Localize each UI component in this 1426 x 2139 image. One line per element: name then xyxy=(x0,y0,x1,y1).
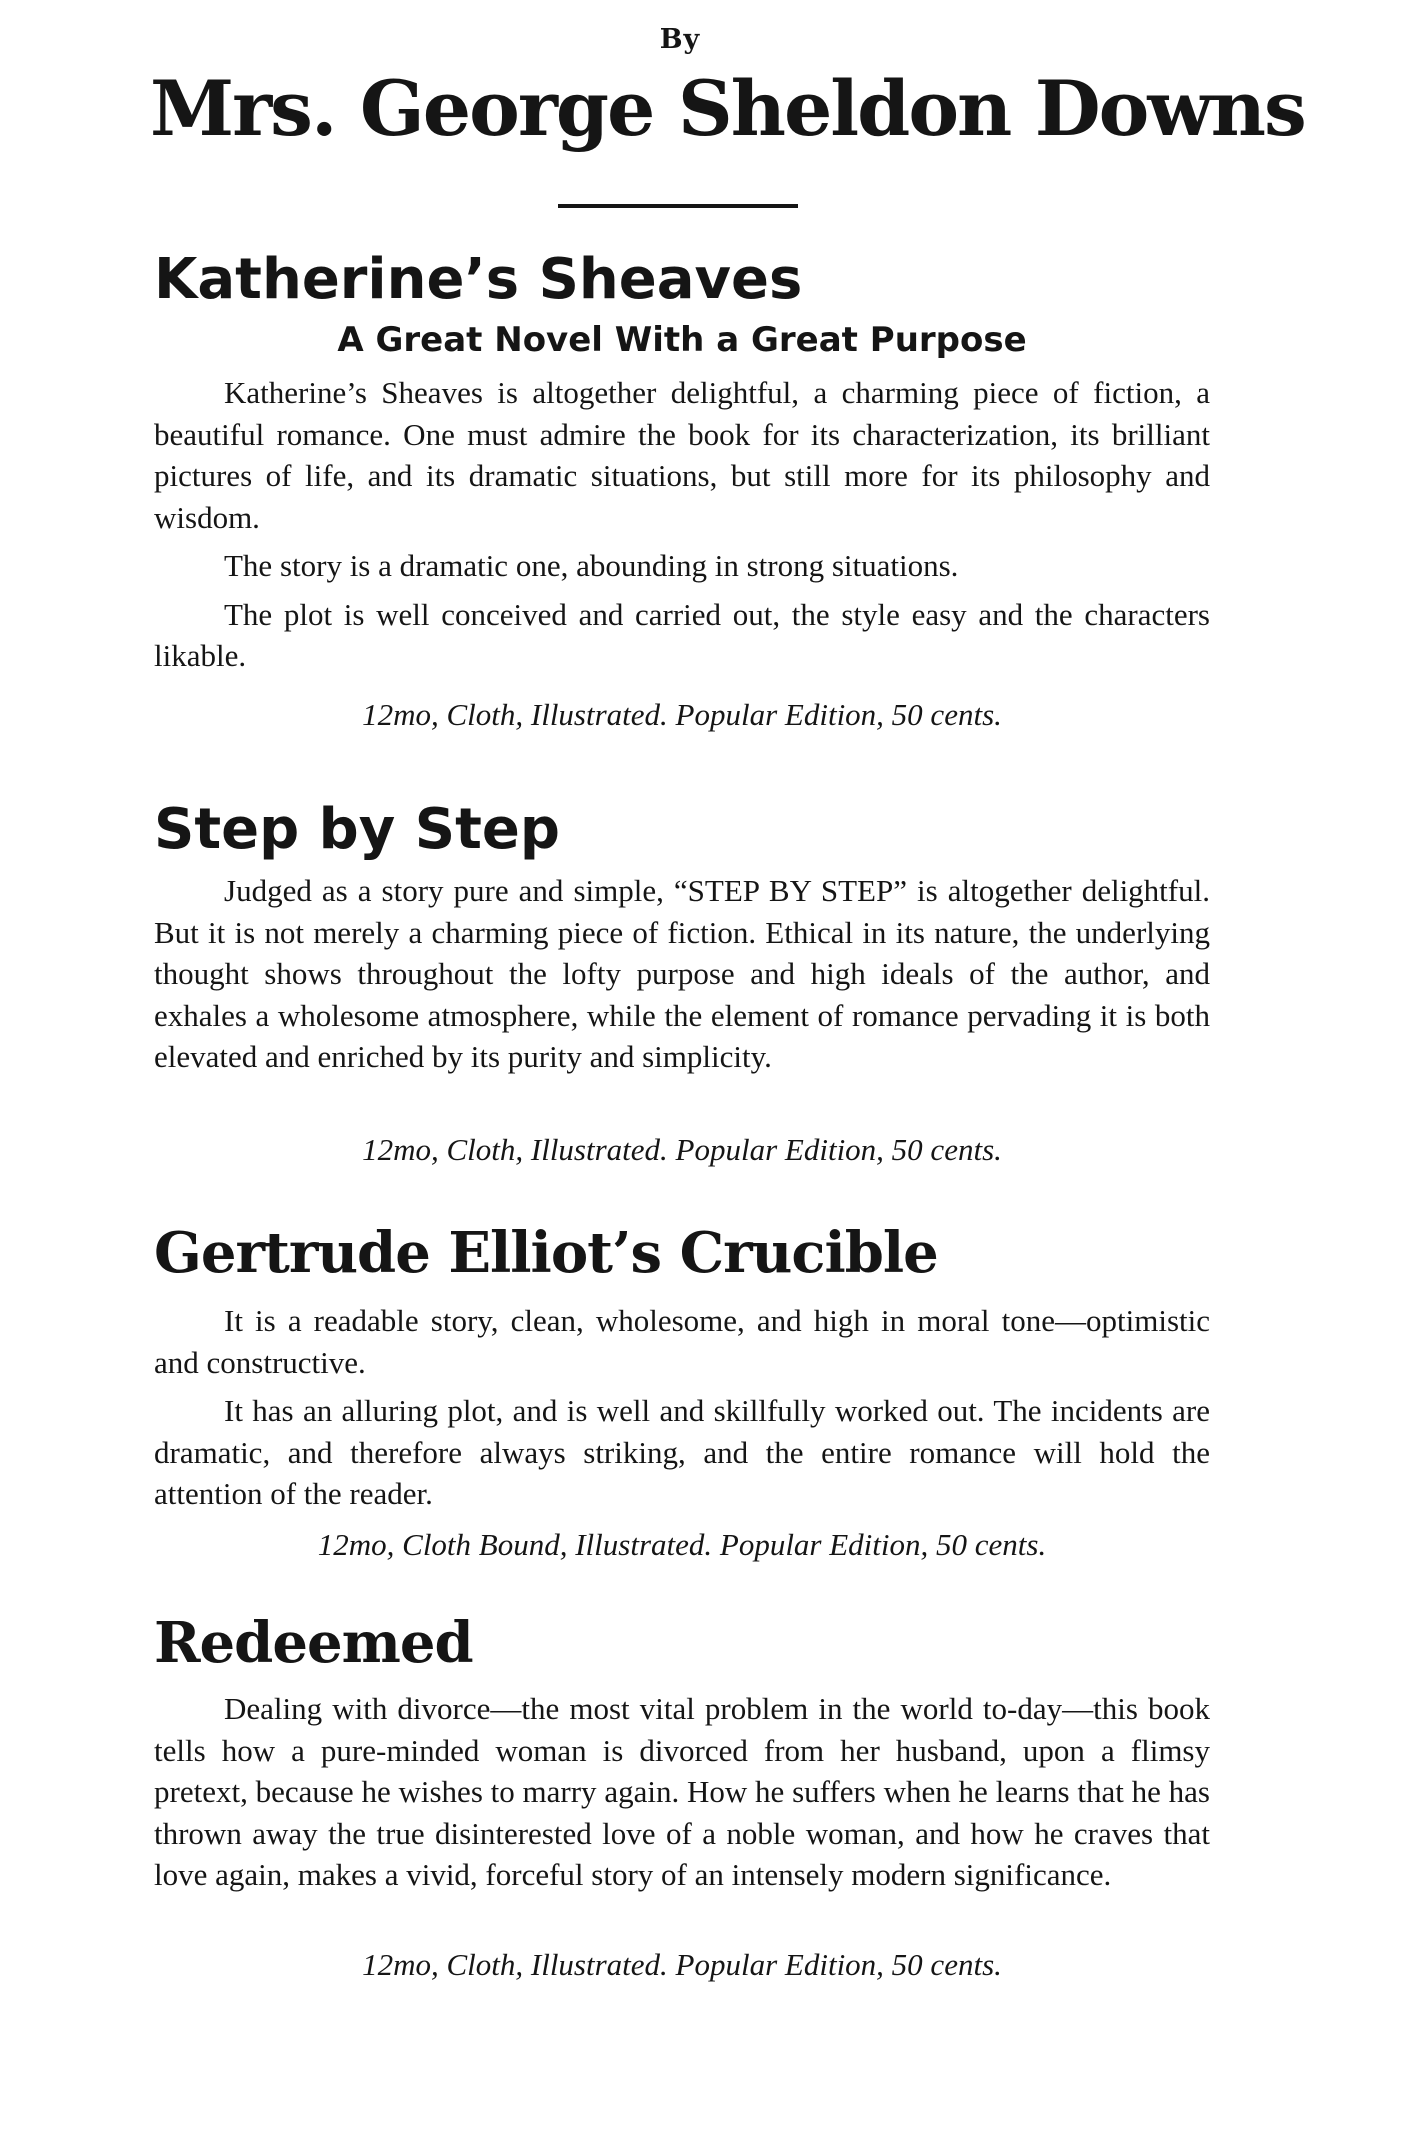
book-title-redeemed: Redeemed xyxy=(154,1610,473,1676)
edition-info: 12mo, Cloth Bound, Illustrated. Popular Edition, 50 cents. xyxy=(317,1527,1047,1562)
book-description-redeemed xyxy=(154,1688,1210,1903)
description-paragraph: Dealing with divorce—the most vital problem in the world to-day—this book tells how a pure-minded woman is divorced from her husband, upon a flimsy pretext, because he wishes to marry again. How he suffers when he learns that he has thrown away the true disinterested love of a noble woman, and how he craves that love again, makes a vivid, forceful story of an intensely modern significance. xyxy=(154,1691,1210,1892)
book-subtitle: A Great Novel With a Great Purpose xyxy=(337,320,1027,360)
description-paragraph: It has an alluring plot, and is well and skillfully worked out. The incidents are dramatic, and therefore always striking, and the entire romance will hold the attention of the reader. xyxy=(154,1393,1210,1511)
divider-rule xyxy=(558,204,798,208)
book-description-step-by-step xyxy=(154,870,1210,1085)
book-description-gertrude-elliots-crucible xyxy=(154,1300,1210,1522)
description-paragraph: Katherine’s Sheaves is altogether delightful, a charming piece of fiction, a beautiful romance. One must admire the book for its characterization, its brilliant pictures of life, and its dramatic situations, but still more for its philosophy and wisdom. xyxy=(154,375,1210,535)
by-line: By xyxy=(659,24,701,55)
book-title-katherines-sheaves: Katherine’s Sheaves xyxy=(154,247,803,312)
book-description-katherines-sheaves xyxy=(154,372,1210,684)
edition-info: 12mo, Cloth, Illustrated. Popular Edition, 50 cents. xyxy=(362,697,1002,732)
description-paragraph: The story is a dramatic one, abounding in strong situations. xyxy=(224,548,959,583)
book-title-gertrude-elliots-crucible: Gertrude Elliot’s Crucible xyxy=(154,1220,938,1286)
author-name: Mrs. George Sheldon Downs xyxy=(150,64,1305,153)
description-paragraph: Judged as a story pure and simple, “STEP BY STEP” is altogether delightful. But it is not merely a charming piece of fiction. Ethical in its nature, the underlying thought shows throughout the lofty purpose and high ideals of the author, and exhales a wholesome atmosphere, while the element of romance pervading it is both elevated and enriched by its purity and simplicity. xyxy=(154,873,1210,1074)
description-paragraph: The plot is well conceived and carried out, the style easy and the characters likable. xyxy=(154,596,1210,673)
edition-info: 12mo, Cloth, Illustrated. Popular Edition, 50 cents. xyxy=(362,1132,1002,1167)
description-paragraph: It is a readable story, clean, wholesome, and high in moral tone—optimistic and constructive. xyxy=(154,1303,1210,1380)
edition-info: 12mo, Cloth, Illustrated. Popular Edition, 50 cents. xyxy=(362,1947,1002,1982)
book-title-step-by-step: Step by Step xyxy=(154,797,560,862)
